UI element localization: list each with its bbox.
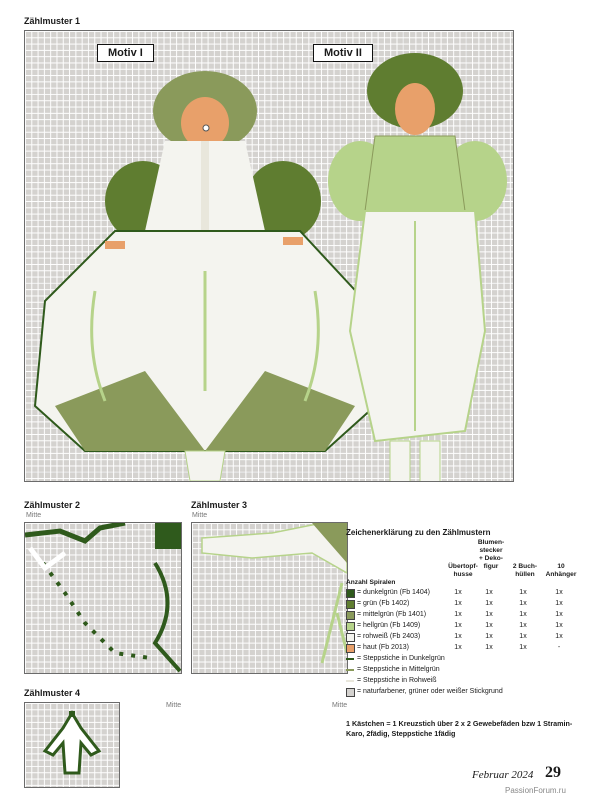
legend-count: 1x (555, 600, 563, 607)
legend-header (346, 539, 586, 587)
color-swatch (346, 611, 355, 620)
legend-row-label: = dunkelgrün (Fb 1404) (357, 589, 430, 596)
legend-count: 1x (485, 644, 493, 651)
chart2-label: Zählmuster 2 (24, 500, 81, 510)
legend-count: 1x (485, 589, 493, 596)
legend-row (346, 631, 586, 642)
legend-header-2: Blumen- stecker + Deko- figur (477, 539, 505, 570)
legend-row-label: = hellgrün (Fb 1409) (357, 622, 421, 629)
legend-count: 1x (519, 611, 527, 618)
watermark: PassionForum.ru (505, 786, 566, 795)
legend-row-label: = rohweiß (Fb 2403) (357, 633, 421, 640)
figure-motiv-1 (35, 71, 375, 481)
legend-row (346, 642, 586, 653)
legend-row (346, 587, 586, 598)
legend-count: 1x (485, 633, 493, 640)
legend-count: 1x (454, 633, 462, 640)
color-swatch (346, 688, 355, 697)
line-swatch (346, 669, 354, 671)
legend-count: 1x (555, 589, 563, 596)
legend-row-label: = grün (Fb 1402) (357, 600, 410, 607)
chart4-label: Zählmuster 4 (24, 688, 81, 698)
color-swatch (346, 622, 355, 631)
legend-line-row (346, 686, 586, 697)
chart1-motif (25, 31, 513, 481)
legend-count: 1x (519, 644, 527, 651)
color-swatch (346, 600, 355, 609)
legend-count: 1x (454, 611, 462, 618)
chart2-mitte-bottom: Mitte (166, 702, 182, 709)
chart4-motif (25, 703, 119, 787)
legend-row (346, 609, 586, 620)
legend-header-4: 10 Anhänger (545, 563, 577, 578)
legend-title: Zeichenerklärung zu den Zählmustern (346, 528, 491, 537)
legend-line-label: = Steppstiche in Mittelgrün (357, 666, 440, 673)
chart4-grid (24, 702, 120, 788)
chart3-motif (192, 523, 347, 673)
legend-line-row (346, 675, 586, 686)
legend-count: 1x (454, 644, 462, 651)
chart2-grid (24, 522, 182, 674)
chart3-grid (191, 522, 348, 674)
legend-count: 1x (454, 589, 462, 596)
legend-count: 1x (555, 611, 563, 618)
legend-row (346, 598, 586, 609)
stitch-note: 1 Kästchen = 1 Kreuzstich über 2 x 2 Gewebefäden bzw 1 Stramin-Karo, 2fädig, Steppstiche 1fädig (346, 719, 573, 738)
chart1-label: Zählmuster 1 (24, 16, 81, 26)
legend-line-row (346, 664, 586, 675)
legend-count: - (557, 644, 561, 651)
page-number: 29 (545, 764, 561, 781)
legend-line-label: = Steppstiche in Dunkelgrün (357, 655, 445, 662)
color-swatch (346, 644, 355, 653)
legend-count: 1x (555, 633, 563, 640)
legend-count: 1x (519, 622, 527, 629)
legend-count: 1x (519, 589, 527, 596)
legend-col-label: Anzahl Spiralen (346, 579, 396, 586)
legend-count: 1x (519, 633, 527, 640)
color-swatch (346, 633, 355, 642)
motiv-2-label: Motiv II (313, 44, 373, 62)
legend-count: 1x (454, 622, 462, 629)
legend (346, 528, 586, 697)
legend-count: 1x (485, 622, 493, 629)
line-swatch (346, 658, 354, 660)
legend-row (346, 620, 586, 631)
chart2-mitte-top: Mitte (26, 512, 42, 519)
legend-line-label: = naturfarbener, grüner oder weißer Stickgrund (357, 688, 503, 695)
chart2-motif (25, 523, 181, 673)
legend-row-label: = mittelgrün (Fb 1401) (357, 611, 427, 618)
line-swatch (346, 680, 354, 682)
legend-count: 1x (555, 622, 563, 629)
legend-line-label: = Steppstiche in Rohweiß (357, 677, 437, 684)
color-swatch (346, 589, 355, 598)
legend-count: 1x (454, 600, 462, 607)
motiv-1-label: Motiv I (97, 44, 154, 62)
legend-line-row (346, 653, 586, 664)
legend-count: 1x (485, 611, 493, 618)
legend-count: 1x (485, 600, 493, 607)
legend-rows (346, 587, 586, 697)
legend-header-1: Übertopf- husse (448, 563, 478, 578)
chart1-grid (24, 30, 514, 482)
magazine-date: Februar 2024 (472, 769, 534, 781)
legend-header-3: 2 Buch- hüllen (512, 563, 538, 578)
chart3-mitte-top: Mitte (192, 512, 208, 519)
legend-row-label: = haut (Fb 2013) (357, 644, 409, 651)
chart3-mitte-bottom: Mitte (332, 702, 348, 709)
chart3-label: Zählmuster 3 (191, 500, 248, 510)
legend-count: 1x (519, 600, 527, 607)
